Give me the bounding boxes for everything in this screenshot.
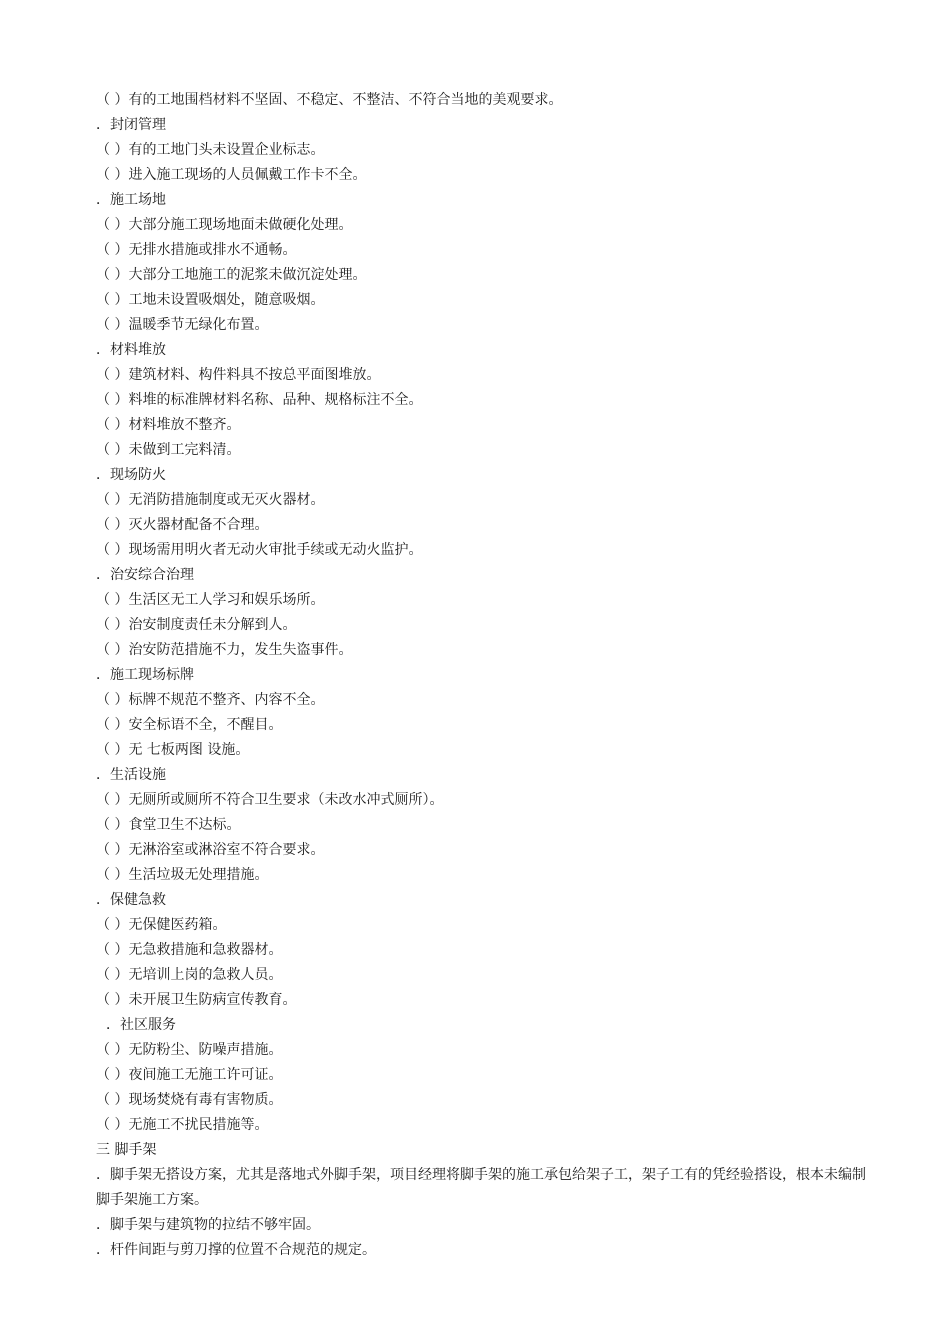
checklist-item: （ ）夜间施工无施工许可证。 (96, 1067, 283, 1083)
checklist-item: （ ）安全标语不全，不醒目。 (96, 717, 283, 733)
checklist-item: （ ）灭火器材配备不合理。 (96, 517, 269, 533)
checklist-item: （ ）大部分工地施工的泥浆未做沉淀处理。 (96, 267, 367, 283)
section-heading: ．施工场地 (96, 192, 166, 208)
checklist-item: （ ）料堆的标准牌材料名称、品种、规格标注不全。 (96, 392, 423, 408)
checklist-item: （ ）食堂卫生不达标。 (96, 817, 241, 833)
document-body (96, 88, 866, 1263)
checklist-item: （ ）温暖季节无绿化布置。 (96, 317, 269, 333)
checklist-item: （ ）治安制度责任未分解到人。 (96, 617, 297, 633)
checklist-item: （ ）现场需用明火者无动火审批手续或无动火监护。 (96, 542, 423, 558)
checklist-item: （ ）有的工地门头未设置企业标志。 (96, 142, 325, 158)
checklist-item: （ ）无排水措施或排水不通畅。 (96, 242, 297, 258)
section-heading: ．施工现场标牌 (96, 667, 194, 683)
section-heading: ．生活设施 (96, 767, 166, 783)
checklist-item: （ ）无 七板两图 设施。 (96, 742, 250, 758)
checklist-item: （ ）大部分施工现场地面未做硬化处理。 (96, 217, 353, 233)
checklist-item: （ ）生活垃圾无处理措施。 (96, 867, 269, 883)
checklist-item: （ ）现场焚烧有毒有害物质。 (96, 1092, 283, 1108)
checklist-item: （ ）无保健医药箱。 (96, 917, 227, 933)
checklist-item: （ ）无淋浴室或淋浴室不符合要求。 (96, 842, 325, 858)
checklist-item: （ ）生活区无工人学习和娱乐场所。 (96, 592, 325, 608)
section-heading: ．封闭管理 (96, 117, 166, 133)
checklist-item: （ ）建筑材料、构件料具不按总平面图堆放。 (96, 367, 381, 383)
checklist-item: （ ）无急救措施和急救器材。 (96, 942, 283, 958)
checklist-item: （ ）有的工地围档材料不坚固、不稳定、不整洁、不符合当地的美观要求。 (96, 92, 563, 108)
section-heading: ．保健急救 (96, 892, 166, 908)
chapter-heading: 三 脚手架 (96, 1142, 157, 1158)
checklist-item: （ ）工地未设置吸烟处，随意吸烟。 (96, 292, 325, 308)
section-heading: ．治安综合治理 (96, 567, 194, 583)
checklist-item: （ ）无消防措施制度或无灭火器材。 (96, 492, 325, 508)
body-paragraph: ．脚手架无搭设方案，尤其是落地式外脚手架，项目经理将脚手架的施工承包给架子工，架子工有的凭经验搭设，根本未编制脚手架施工方案。 (96, 1167, 866, 1208)
checklist-item: （ ）无培训上岗的急救人员。 (96, 967, 283, 983)
section-heading: ．现场防火 (96, 467, 166, 483)
body-paragraph: ．脚手架与建筑物的拉结不够牢固。 (96, 1217, 320, 1233)
checklist-item: （ ）治安防范措施不力，发生失盗事件。 (96, 642, 353, 658)
checklist-item: （ ）无防粉尘、防噪声措施。 (96, 1042, 283, 1058)
checklist-item: （ ）未做到工完料清。 (96, 442, 241, 458)
section-heading: ．社区服务 (106, 1017, 176, 1033)
checklist-item: （ ）无施工不扰民措施等。 (96, 1117, 269, 1133)
checklist-item: （ ）标牌不规范不整齐、内容不全。 (96, 692, 325, 708)
checklist-item: （ ）材料堆放不整齐。 (96, 417, 241, 433)
body-paragraph: ．杆件间距与剪刀撑的位置不合规范的规定。 (96, 1242, 376, 1258)
checklist-item: （ ）未开展卫生防病宣传教育。 (96, 992, 297, 1008)
checklist-item: （ ）无厕所或厕所不符合卫生要求（未改水冲式厕所）。 (96, 792, 444, 808)
section-heading: ．材料堆放 (96, 342, 166, 358)
checklist-item: （ ）进入施工现场的人员佩戴工作卡不全。 (96, 167, 367, 183)
